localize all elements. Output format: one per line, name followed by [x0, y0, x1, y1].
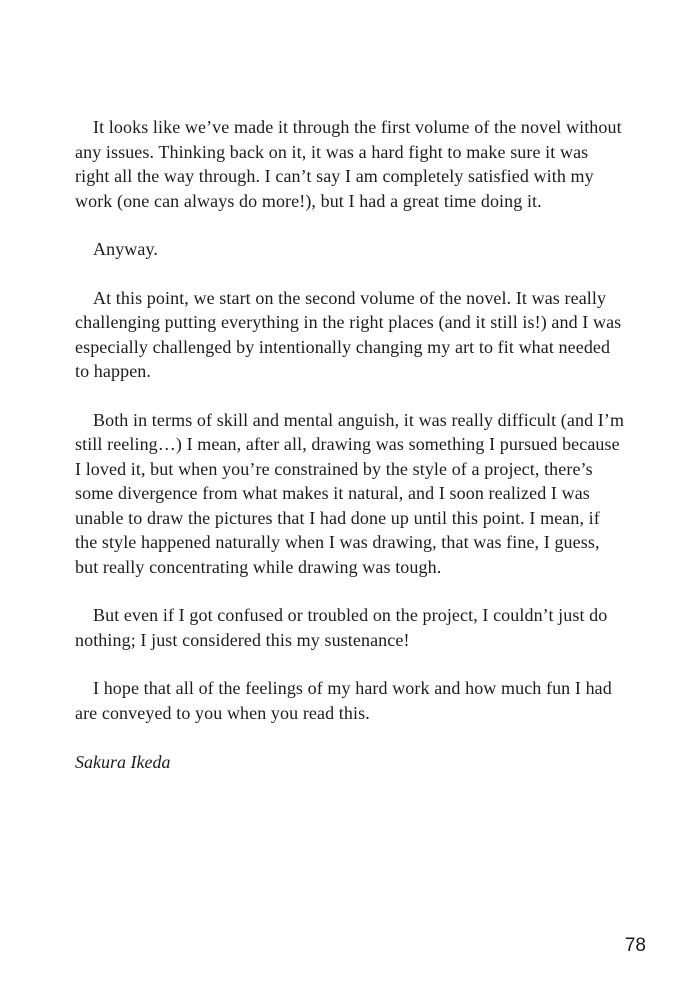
afterword-paragraph-4: Both in terms of skill and mental anguish, it was really difficult (and I’m still reeling…) I mean, after all, drawing was something I pursued because I loved it, but when you’re constrained by the style of a project, there’s some divergence from what makes it natural, and I soon realized I was unable to draw the pictures that I had done up until this point. I mean, if the style happened naturally when I was drawing, that was fine, I guess, but really concentrating while drawing was tough. — [75, 409, 625, 577]
afterword-paragraph-3: At this point, we start on the second volume of the novel. It was really challenging putting everything in the right places (and it still is!) and I was especially challenged by intentionally changing my art to fit what needed to happen. — [75, 287, 622, 381]
afterword-paragraph-5: But even if I got confused or troubled on the project, I couldn’t just do nothing; I just considered this my sustenance! — [75, 605, 608, 650]
afterword-text-block — [75, 115, 626, 775]
author-signature: Sakura Ikeda — [75, 752, 171, 772]
page-number: 78 — [624, 935, 646, 956]
afterword-paragraph-6: I hope that all of the feelings of my hard work and how much fun I had are conveyed to you when you read this. — [75, 678, 612, 723]
afterword-paragraph-2: Anyway. — [93, 239, 159, 259]
afterword-paragraph-1: It looks like we’ve made it through the first volume of the novel without any issues. Thinking back on it, it was a hard fight to make sure it was right all the way through. I can’t say I am completely satisfied with my work (one can always do more!), but I had a great time doing it. — [75, 117, 622, 211]
